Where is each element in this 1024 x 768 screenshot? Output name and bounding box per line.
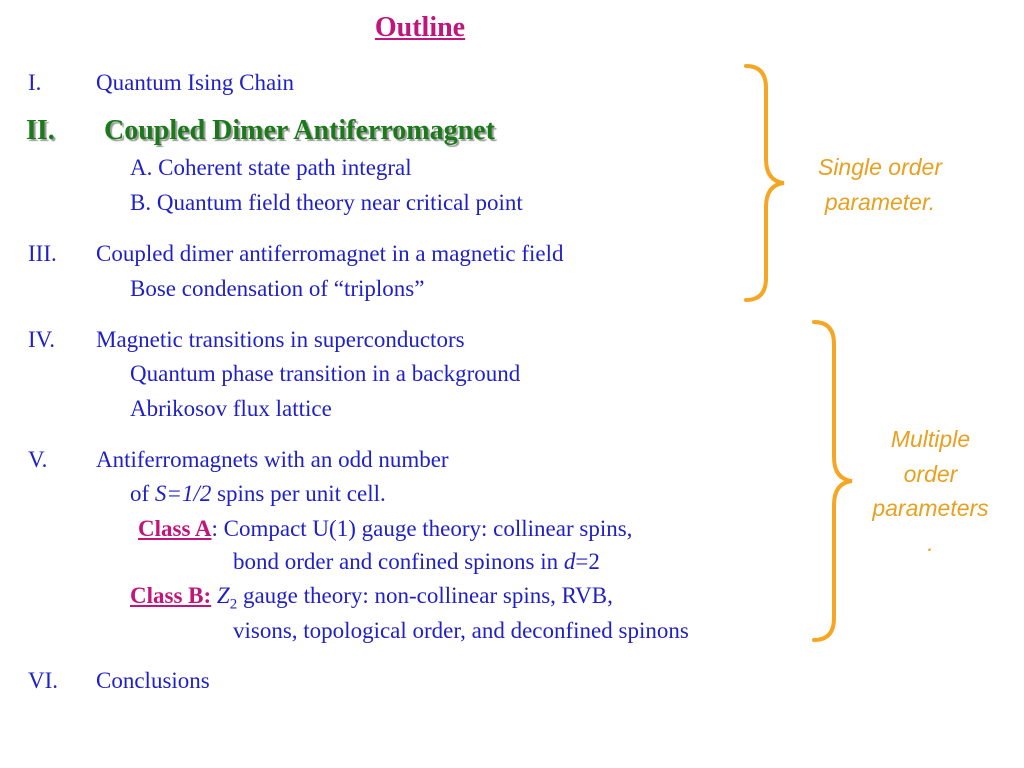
multiple-note-line-3: parameters (872, 495, 989, 521)
z2-subscript: 2 (229, 596, 238, 613)
item-5-sub (130, 482, 386, 505)
slide-title: Outline (374, 12, 466, 43)
item-3-text: Coupled dimer antiferromagnet in a magnetic field (96, 241, 564, 266)
z2-symbol: Z (216, 583, 230, 608)
class-a-continuation (233, 550, 600, 573)
class-b-line (130, 584, 613, 613)
item-6-text: Conclusions (96, 668, 210, 693)
item-4-number: IV. (28, 327, 56, 352)
item-3-sub: Bose condensation of “triplons” (130, 276, 425, 301)
item-4-sub-b: Abrikosov flux lattice (130, 396, 332, 421)
item-1-number: I. (28, 70, 42, 95)
multiple-note-line-4: . (927, 529, 934, 556)
item-5-sub-suffix: spins per unit cell. (211, 481, 386, 506)
multiple-order-note (848, 422, 1013, 560)
spin-value: S=1/2 (154, 481, 212, 506)
single-note-line-1: Single order (817, 154, 943, 180)
item-5-text: Antiferromagnets with an odd number (96, 447, 449, 472)
item-2-number: II. (26, 115, 55, 146)
item-5-sub-prefix: of (130, 481, 155, 506)
item-4-text: Magnetic transitions in superconductors (96, 327, 465, 352)
item-1-text: Quantum Ising Chain (96, 70, 295, 95)
class-a-cont-text: bond order and confined spinons in (233, 549, 564, 574)
single-note-line-2: parameter. (824, 188, 936, 215)
item-3-number: III. (28, 241, 57, 266)
class-a-text: : Compact U(1) gauge theory: collinear spins, (211, 516, 633, 541)
item-2-sub-b: B. Quantum field theory near critical point (130, 190, 523, 215)
dimension-value: =2 (575, 549, 600, 574)
single-order-note (790, 150, 970, 219)
item-6-number: VI. (28, 668, 59, 693)
class-b-label: Class B: (130, 583, 212, 608)
lower-brace-path (814, 322, 852, 640)
class-b-continuation: visons, topological order, and deconfined spinons (233, 618, 689, 643)
item-4-sub-a: Quantum phase transition in a background (130, 361, 521, 386)
class-a-line (138, 517, 632, 540)
class-b-text: gauge theory: non-collinear spins, RVB, (237, 583, 613, 608)
upper-brace-path (746, 66, 784, 300)
upper-brace-icon (740, 62, 790, 304)
item-5-number: V. (28, 447, 48, 472)
dimension-symbol: d (563, 549, 576, 574)
multiple-note-line-2: order (903, 460, 958, 487)
item-2-sub-a: A. Coherent state path integral (130, 155, 412, 180)
item-2-text: Coupled Dimer Antiferromagnet (104, 115, 495, 146)
class-a-label: Class A (138, 516, 212, 541)
multiple-note-line-1: Multiple (890, 426, 971, 452)
